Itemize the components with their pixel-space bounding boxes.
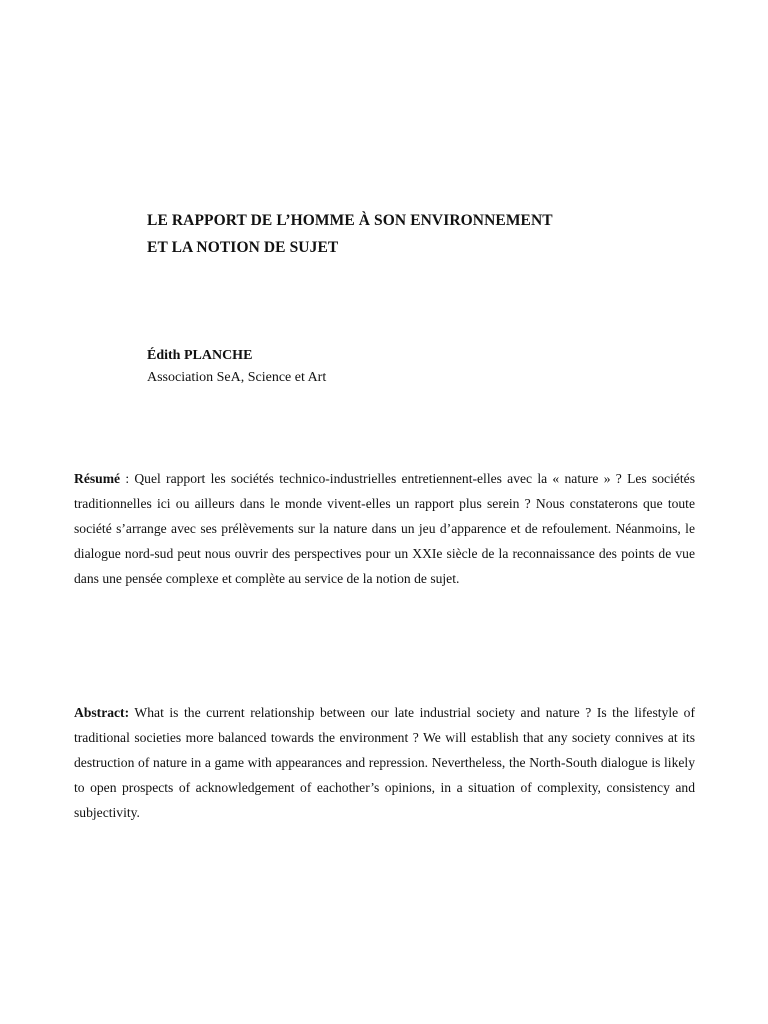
resume-text: : Quel rapport les sociétés technico-industrielles entretiennent-elles avec la « nature » ? Les sociétés traditionnelles ici ou ailleurs dans le monde vivent-elles un rapport plus serein ? Nous constaterons que toute société s’arrange avec ses prélèvements sur la nature dans un jeu d’apparence et de refoulement. Néanmoins, le dialogue nord-sud peut nous ouvrir des perspectives pour un XXIe siècle de la reconnaissance des points de vue dans une pensée complexe et complète au service de la notion de sujet. [74,471,695,586]
resume-paragraph [74,466,695,591]
paper-title [147,207,707,261]
abstract-label: Abstract: [74,705,130,720]
author-affiliation: Association SeA, Science et Art [147,370,327,385]
resume-label: Résumé [74,471,121,486]
author-name: Édith PLANCHE [147,348,253,363]
title-line-1: LE RAPPORT DE L’HOMME À SON ENVIRONNEMENT [147,212,553,229]
author-block [147,345,707,389]
title-line-2: ET LA NOTION DE SUJET [147,239,339,256]
abstract-text: What is the current relationship between our late industrial society and nature ? Is the lifestyle of traditional societies more balanced towards the environment ? We will establish that any society connives at its destruction of nature in a game with appearances and repression. Nevertheless, the North-South dialogue is likely to open prospects of acknowledgement of eachother’s opinions, in a situation of complexity, consistency and subjectivity. [74,705,695,820]
abstract-paragraph [74,700,695,825]
